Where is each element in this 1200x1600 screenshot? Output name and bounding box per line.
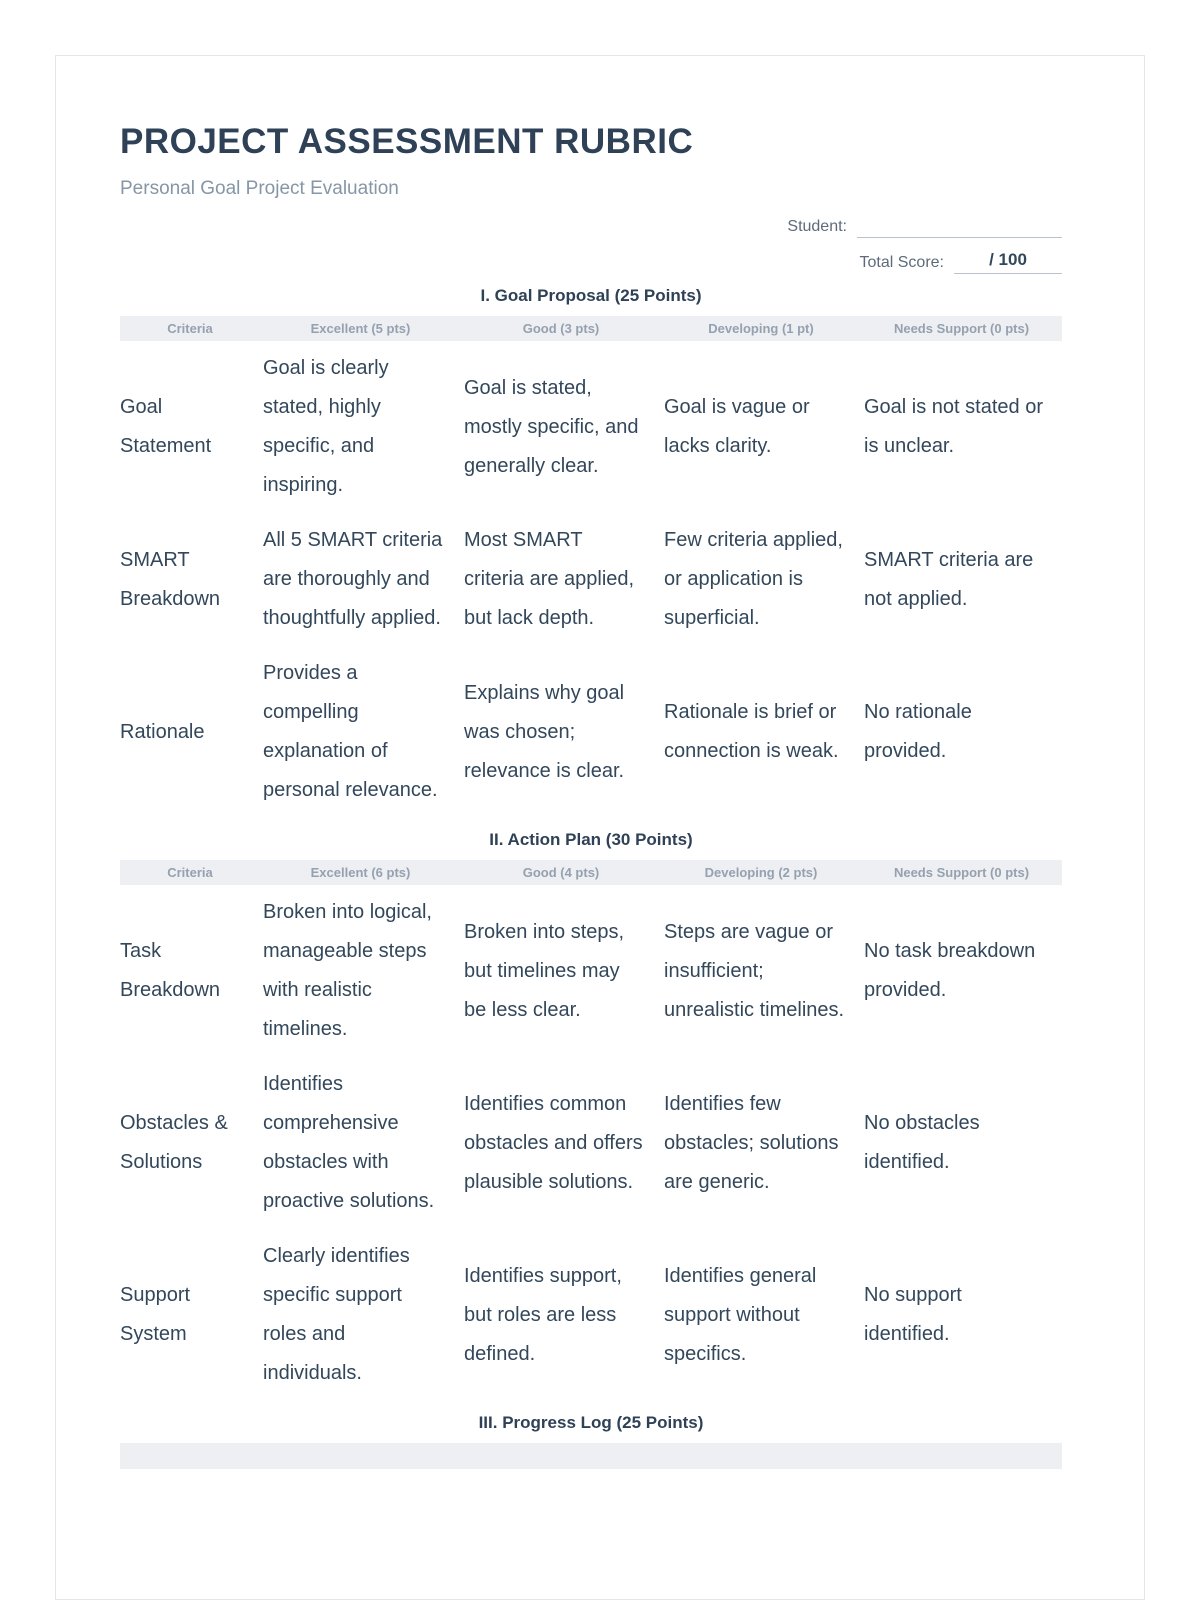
rubric-cell: No obstacles identified. [864,1112,980,1173]
table-row [120,513,1062,646]
score-area [120,214,1062,274]
rubric-cell: Few criteria applied, or application is superficial. [664,529,843,629]
rubric-cell: Broken into steps, but timelines may be less clear. [464,920,625,1021]
rubric-cell: Goal is stated, mostly specific, and generally clear. [464,376,639,477]
rubric-cell: Identifies general support without specifics. [664,1264,817,1365]
rubric-table-goal-proposal [120,316,1062,818]
criteria-cell: Support System [120,1284,191,1345]
section-progress-log [120,1413,1082,1469]
section-heading-action-plan: II. Action Plan (30 Points) [489,830,693,849]
student-label: Student: [787,218,847,235]
rubric-cell: No rationale provided. [864,701,972,762]
table-header-row [120,316,1062,341]
column-header-developing: Developing (2 pts) [661,860,861,885]
rubric-cell: Identifies comprehensive obstacles with proactive solutions. [263,1073,435,1212]
section-goal-proposal [120,286,1082,818]
criteria-cell: Task Breakdown [120,940,221,1001]
section-heading-goal-proposal: I. Goal Proposal (25 Points) [480,286,702,305]
table-header-bar [120,1443,1062,1469]
rubric-cell: Steps are vague or insufficient; unrealistic timelines. [664,920,845,1021]
rubric-cell: All 5 SMART criteria are thoroughly and thoughtfully applied. [263,529,443,629]
rubric-cell: SMART criteria are not applied. [864,548,1034,610]
criteria-cell: Rationale [120,720,205,743]
column-header-needs-support: Needs Support (0 pts) [861,316,1062,341]
rubric-cell: Goal is clearly stated, highly specific, and inspiring. [263,357,389,496]
section-heading-progress-log: III. Progress Log (25 Points) [478,1413,704,1432]
total-score-value: / 100 [989,250,1027,269]
column-header-excellent: Excellent (6 pts) [260,860,461,885]
rubric-table-action-plan [120,860,1062,1401]
column-header-needs-support: Needs Support (0 pts) [861,860,1062,885]
rubric-cell: Broken into logical, manageable steps with realistic timelines. [263,901,432,1040]
rubric-cell: Explains why goal was chosen; relevance is clear. [464,681,625,782]
rubric-cell: Identifies support, but roles are less defined. [464,1264,622,1365]
column-header-criteria: Criteria [120,860,260,885]
table-row [120,1057,1062,1229]
rubric-cell: Goal is vague or lacks clarity. [664,396,810,457]
page-title: PROJECT ASSESSMENT RUBRIC [120,122,694,161]
total-score-label: Total Score: [859,254,944,271]
student-name-line[interactable] [857,214,1062,238]
rubric-cell: Identifies common obstacles and offers plausible solutions. [464,1092,643,1193]
section-action-plan [120,830,1082,1401]
criteria-cell: Goal Statement [120,396,212,457]
rubric-cell: Provides a compelling explanation of personal relevance. [263,662,438,801]
rubric-cell: No support identified. [864,1284,962,1345]
rubric-cell: Most SMART criteria are applied, but lack depth. [464,529,635,629]
rubric-cell: No task breakdown provided. [864,940,1036,1001]
total-score-line[interactable] [954,250,1062,274]
rubric-cell: Clearly identifies specific support roles and individuals. [263,1245,410,1384]
table-header-row [120,860,1062,885]
column-header-criteria: Criteria [120,316,260,341]
rubric-cell: Rationale is brief or connection is weak. [664,701,839,762]
table-row [120,885,1062,1057]
student-field [787,214,1062,238]
table-row [120,646,1062,818]
page-subtitle: Personal Goal Project Evaluation [120,178,399,199]
rubric-page [55,55,1145,1600]
rubric-cell: Identifies few obstacles; solutions are generic. [664,1092,839,1193]
column-header-good: Good (4 pts) [461,860,661,885]
column-header-developing: Developing (1 pt) [661,316,861,341]
table-row [120,1229,1062,1401]
column-header-good: Good (3 pts) [461,316,661,341]
column-header-excellent: Excellent (5 pts) [260,316,461,341]
criteria-cell: Obstacles & Solutions [120,1112,228,1173]
table-row [120,341,1062,513]
criteria-cell: SMART Breakdown [120,548,221,610]
rubric-cell: Goal is not stated or is unclear. [864,396,1043,457]
total-score-field [860,250,1062,274]
